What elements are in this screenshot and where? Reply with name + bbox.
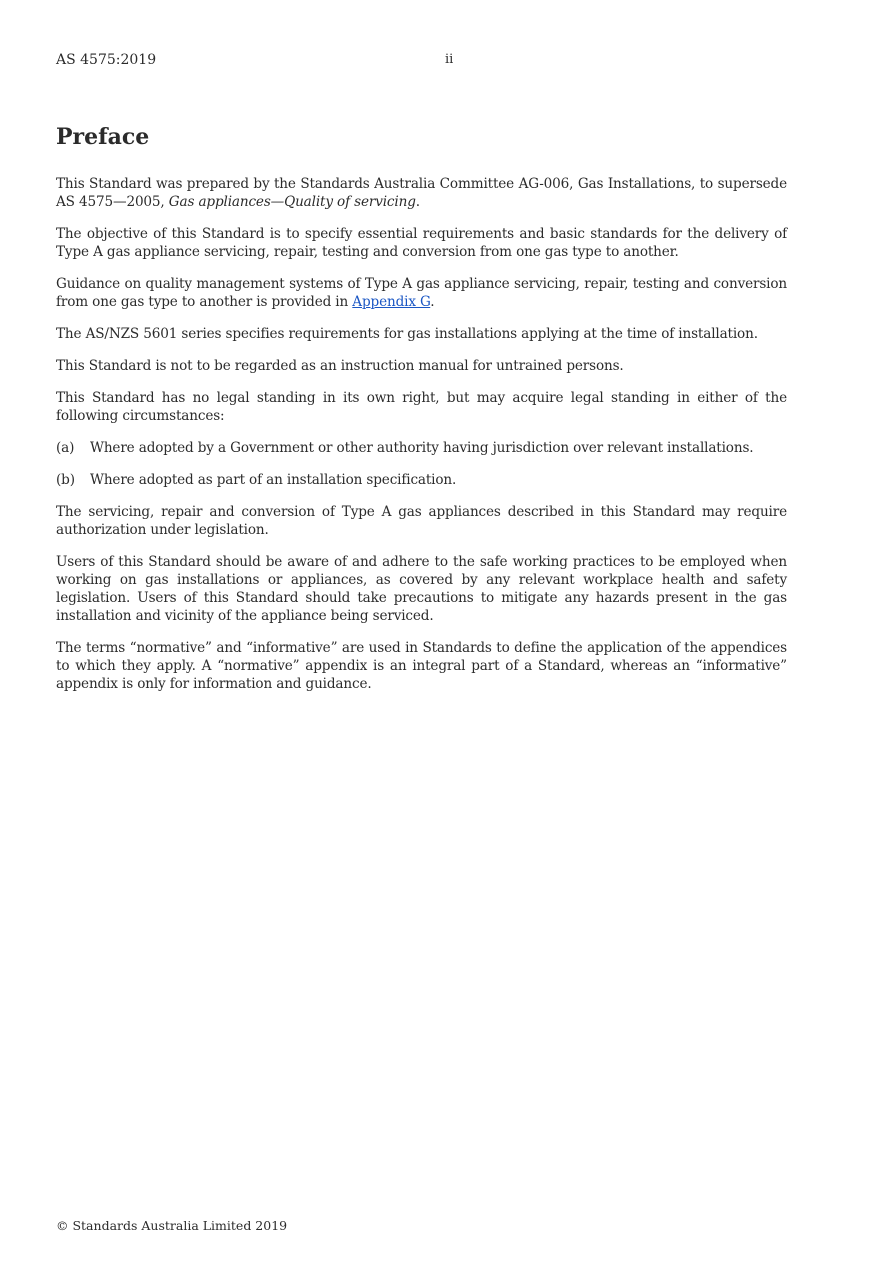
list-marker: (b): [56, 472, 75, 488]
paragraph-guidance: [56, 275, 787, 311]
list-marker: (a): [56, 440, 75, 456]
paragraph-normative: The terms “normative” and “informative” are used in Standards to define the application of the appendices to which they apply. A “normative” appendix is an integral part of a Standard, whereas an “informative” appendix is only for information and guidance.: [56, 640, 787, 692]
paragraph-supersede: [56, 175, 787, 211]
paragraph-supersede-text: This Standard was prepared by the Standards Australia Committee AG-006, Gas Installations, to supersede AS 4575—2005,: [56, 176, 787, 210]
page-title: Preface: [56, 124, 150, 150]
page-header: [56, 52, 787, 72]
paragraph-not-manual: This Standard is not to be regarded as an instruction manual for untrained persons.: [56, 358, 624, 374]
appendix-g-link[interactable]: Appendix G: [352, 294, 431, 310]
preface-body: [56, 175, 787, 707]
page-number: ii: [445, 52, 454, 67]
page-footer: [56, 1218, 287, 1233]
list-item-text: Where adopted as part of an installation specification.: [90, 472, 457, 488]
document-code: AS 4575:2019: [56, 52, 157, 68]
copyright-notice: © Standards Australia Limited 2019: [56, 1218, 288, 1233]
paragraph-authorization: The servicing, repair and conversion of Type A gas appliances described in this Standard may require authorization under legislation.: [56, 504, 787, 538]
paragraph-legal-standing: This Standard has no legal standing in its own right, but may acquire legal standing in either of the following circumstances:: [56, 390, 787, 424]
superseded-title: Gas appliances—Quality of servicing: [168, 194, 416, 210]
list-item-text: Where adopted by a Government or other authority having jurisdiction over relevant installations.: [90, 440, 754, 456]
list-item: [56, 439, 787, 457]
list-item: [56, 471, 787, 489]
paragraph-guidance-end: .: [430, 294, 435, 310]
paragraph-supersede-end: .: [415, 194, 420, 210]
paragraph-objective: The objective of this Standard is to specify essential requirements and basic standards for the delivery of Type A gas appliance servicing, repair, testing and conversion from one gas type to another.: [56, 226, 787, 260]
paragraph-guidance-text: Guidance on quality management systems of Type A gas appliance servicing, repair, testing and conversion from one gas type to another is provided in: [56, 276, 787, 310]
paragraph-series: The AS/NZS 5601 series specifies requirements for gas installations applying at the time of installation.: [56, 326, 758, 342]
paragraph-safety: Users of this Standard should be aware of and adhere to the safe working practices to be employed when working on gas installations or appliances, as covered by any relevant workplace health and safety legislation. Users of this Standard should take precautions to mitigate any hazards present in the gas installation and vicinity of the appliance being serviced.: [56, 554, 787, 624]
